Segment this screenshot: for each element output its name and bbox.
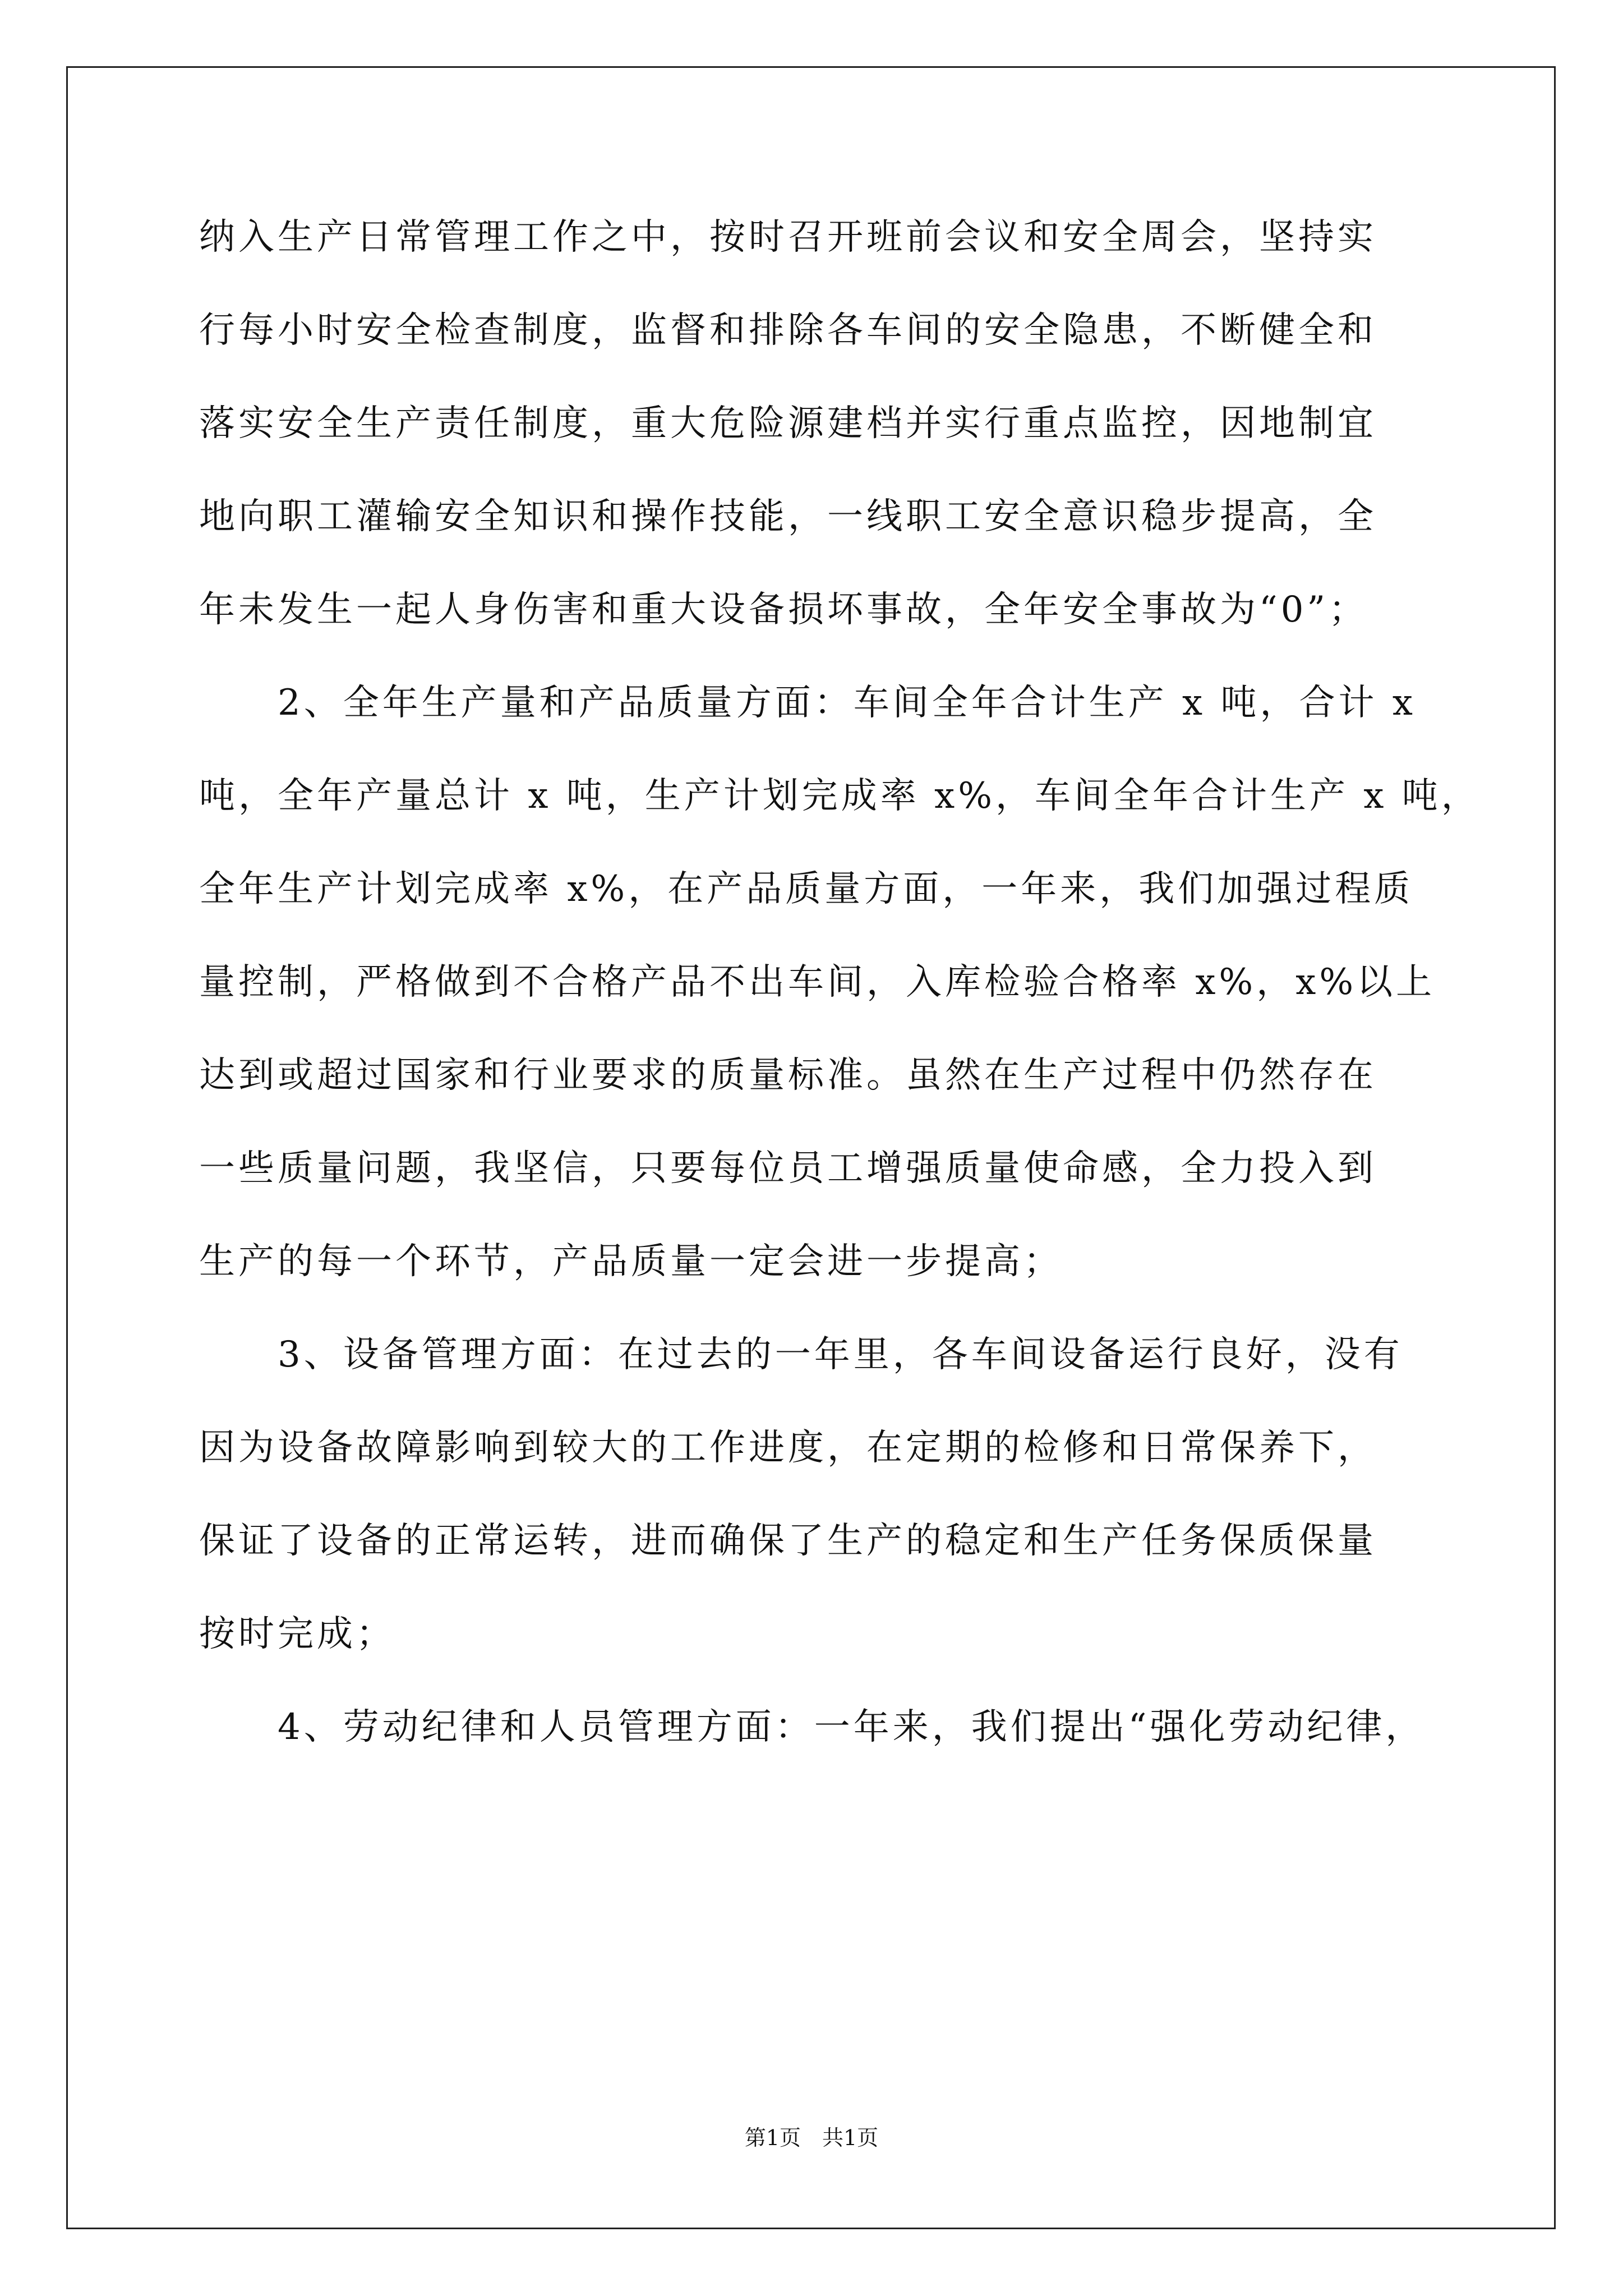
text-line: 一些质量问题，我坚信，只要每位员工增强质量使命感，全力投入到 [199, 1148, 1377, 1189]
text-line: 4、劳动纪律和人员管理方面：一年来，我们提出“强化劳动纪律， [199, 1706, 1425, 1748]
text-line: 吨，全年产量总计 x 吨，生产计划完成率 x%，车间全年合计生产 x 吨， [199, 775, 1481, 817]
text-line: 保证了设备的正常运转，进而确保了生产的稳定和生产任务保质保量 [199, 1520, 1377, 1562]
text-line: 行每小时安全检查制度，监督和排除各车间的安全隐患，不断健全和 [199, 310, 1377, 351]
text-line: 达到或超过国家和行业要求的质量标准。虽然在生产过程中仍然存在 [199, 1055, 1377, 1096]
text-line: 2、全年生产量和产品质量方面：车间全年合计生产 x 吨，合计 x [199, 682, 1416, 724]
text-line: 地向职工灌输安全知识和操作技能，一线职工安全意识稳步提高，全 [199, 496, 1377, 537]
text-line: 因为设备故障影响到较大的工作进度，在定期的检修和日常保养下， [199, 1427, 1377, 1469]
text-line: 全年生产计划完成率 x%，在产品质量方面，一年来，我们加强过程质 [199, 868, 1414, 910]
page-footer: 第1页 共1页 [744, 2125, 879, 2150]
text-line: 落实安全生产责任制度，重大危险源建档并实行重点监控，因地制宜 [199, 403, 1377, 444]
text-line: 3、设备管理方面：在过去的一年里，各车间设备运行良好，没有 [199, 1334, 1403, 1375]
text-line: 按时完成； [199, 1613, 395, 1655]
text-line: 年未发生一起人身伤害和重大设备损坏事故，全年安全事故为“0”； [199, 589, 1368, 631]
text-line: 纳入生产日常管理工作之中，按时召开班前会议和安全周会，坚持实 [199, 217, 1377, 258]
text-line: 生产的每一个环节，产品质量一定会进一步提高； [199, 1241, 1063, 1282]
text-line: 量控制，严格做到不合格产品不出车间，入库检验合格率 x%，x%以上 [199, 961, 1436, 1003]
